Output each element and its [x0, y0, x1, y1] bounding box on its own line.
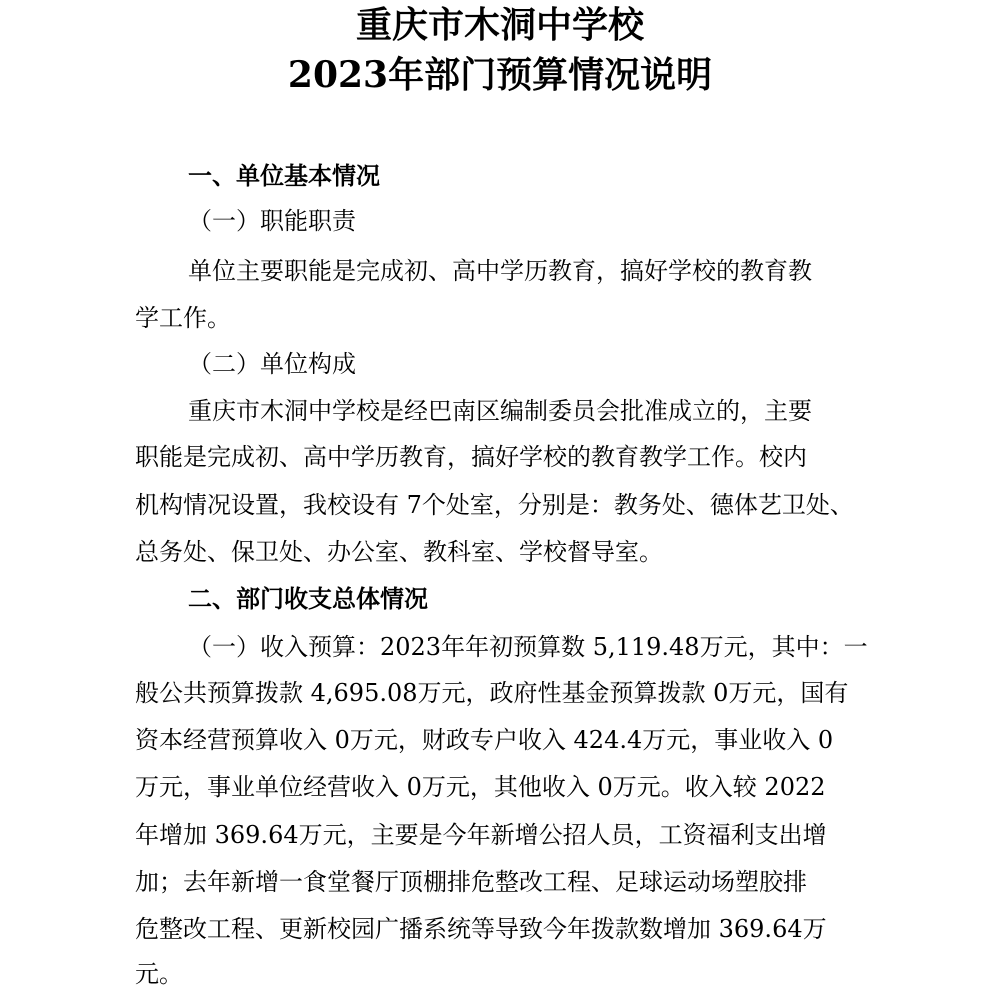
document-title: 重庆市木洞中学校: [355, 4, 644, 46]
paragraph-line: 危整改工程、更新校园广播系统等导致今年拨款数增加 369.64万: [135, 915, 827, 943]
section-heading-budget-overview: 二、部门收支总体情况: [188, 585, 428, 613]
paragraph-line: 单位主要职能是完成初、高中学历教育，搞好学校的教育教: [188, 257, 812, 285]
paragraph-line: 职能是完成初、高中学历教育，搞好学校的教育教学工作。校内: [135, 443, 807, 471]
document-subtitle: 2023年部门预算情况说明: [287, 54, 713, 96]
paragraph-line: 资本经营预算收入 0万元，财政专户收入 424.4万元，事业收入 0: [135, 726, 834, 754]
paragraph-line: 年增加 369.64万元，主要是今年新增公招人员，工资福利支出增: [135, 821, 827, 849]
paragraph-line: 机构情况设置，我校设有 7个处室，分别是：教务处、德体艺卫处、: [135, 491, 854, 519]
paragraph-line: 重庆市木洞中学校是经巴南区编制委员会批准成立的，主要: [188, 397, 812, 425]
paragraph-line: （一）收入预算：2023年年初预算数 5,119.48万元，其中：一: [188, 633, 868, 661]
subsection-heading-functions: （一）职能职责: [188, 207, 356, 235]
subsection-heading-composition: （二）单位构成: [188, 350, 356, 378]
paragraph-line: 元。: [135, 960, 183, 988]
section-heading-unit-basics: 一、单位基本情况: [188, 162, 380, 190]
paragraph-line: 般公共预算拨款 4,695.08万元，政府性基金预算拨款 0万元，国有: [135, 679, 849, 707]
paragraph-line: 总务处、保卫处、办公室、教科室、学校督导室。: [135, 538, 663, 566]
paragraph-line: 加；去年新增一食堂餐厅顶棚排危整改工程、足球运动场塑胶排: [135, 868, 807, 896]
paragraph-line: 学工作。: [135, 304, 231, 332]
paragraph-line: 万元，事业单位经营收入 0万元，其他收入 0万元。收入较 2022: [135, 773, 826, 801]
